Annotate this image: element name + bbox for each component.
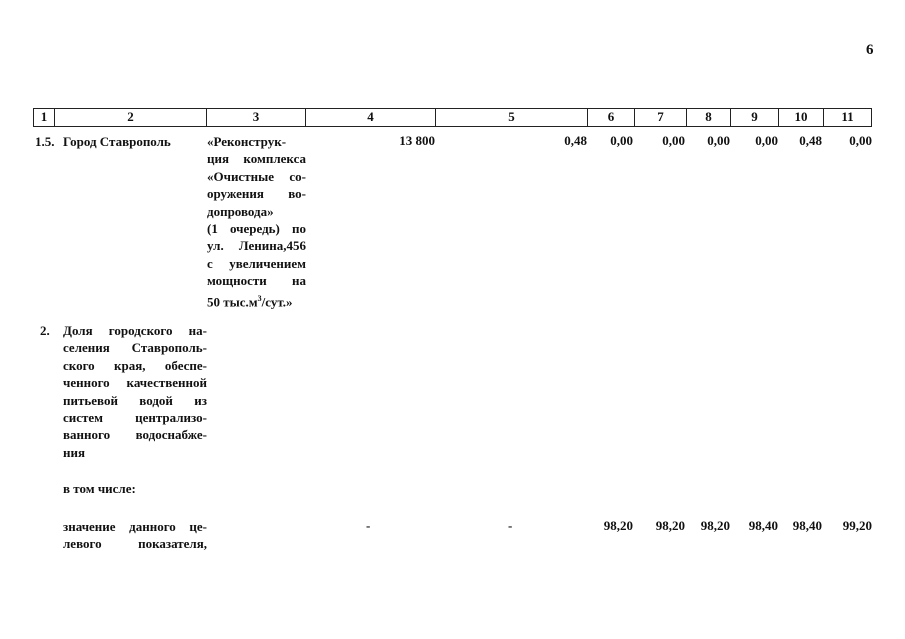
header-cell-3: 3 (206, 109, 305, 126)
row2-line: ванного водоснабже- (63, 427, 207, 443)
row2-line: ченного качественной (63, 375, 207, 391)
row1-col8: 0,00 (707, 133, 730, 148)
row2-line: ния (63, 444, 86, 460)
including-label: в том числе: (63, 481, 136, 496)
page-number: 6 (866, 42, 874, 58)
row4-col11: 99,20 (842, 518, 872, 533)
row-number-1-5: 1.5. (35, 134, 55, 149)
row1-col5: 0,48 (564, 133, 587, 148)
row1-col6: 0,00 (610, 133, 633, 148)
header-cell-6: 6 (587, 109, 634, 126)
project-line: оружения во- (207, 186, 306, 202)
row2-line: питьевой водой из (63, 392, 207, 408)
header-cell-1: 1 (33, 109, 54, 126)
project-line-last (207, 290, 306, 311)
table-header-row (33, 108, 872, 127)
project-line: ция комплекса (207, 151, 306, 167)
superscript-3: 3 (257, 293, 262, 303)
row-name-stavropol: Город Ставрополь (63, 134, 171, 149)
header-cell-10: 10 (778, 109, 823, 126)
row4-col10: 98,40 (792, 518, 822, 533)
project-line: (1 очередь) по (207, 221, 306, 237)
row1-col4: 13 800 (399, 133, 435, 148)
row4-line: левого показателя, (63, 536, 207, 552)
row2-line: ского края, обеспе- (63, 357, 207, 373)
row1-col11: 0,00 (849, 133, 872, 148)
project-line: мощности на (207, 273, 306, 289)
header-cell-5: 5 (435, 109, 587, 126)
header-cell-8: 8 (686, 109, 730, 126)
row2-description (63, 322, 207, 461)
header-cell-11: 11 (823, 109, 872, 126)
row4-col9: 98,40 (748, 518, 778, 533)
row2-line: систем централизо- (63, 410, 207, 426)
project-description (207, 133, 306, 310)
row4-col7: 98,20 (655, 518, 685, 533)
row4-col6: 98,20 (603, 518, 633, 533)
project-line: «Реконструк- (207, 134, 287, 149)
row1-col9: 0,00 (755, 133, 778, 148)
project-capacity: 50 тыс.м (207, 293, 258, 309)
row1-col7: 0,00 (662, 133, 685, 148)
row4-col8: 98,20 (700, 518, 730, 533)
header-cell-2: 2 (54, 109, 206, 126)
header-cell-4: 4 (305, 109, 435, 126)
row4-line: значение данного це- (63, 519, 207, 534)
project-line: допровода» (207, 203, 274, 219)
project-capacity-unit: /сут.» (261, 293, 293, 309)
row2-line: Доля городского на- (63, 323, 207, 338)
project-line: ул. Ленина,456 (207, 238, 306, 254)
row-number-2: 2. (40, 323, 50, 338)
header-cell-9: 9 (730, 109, 778, 126)
header-cell-7: 7 (634, 109, 686, 126)
row4-col4: - (366, 518, 371, 533)
row4-col5: - (508, 518, 513, 533)
project-line: с увеличением (207, 255, 306, 271)
row2-line: селения Ставрополь- (63, 340, 207, 356)
project-line: «Очистные со- (207, 168, 306, 184)
row4-description (63, 518, 207, 553)
row1-col10: 0,48 (799, 133, 822, 148)
